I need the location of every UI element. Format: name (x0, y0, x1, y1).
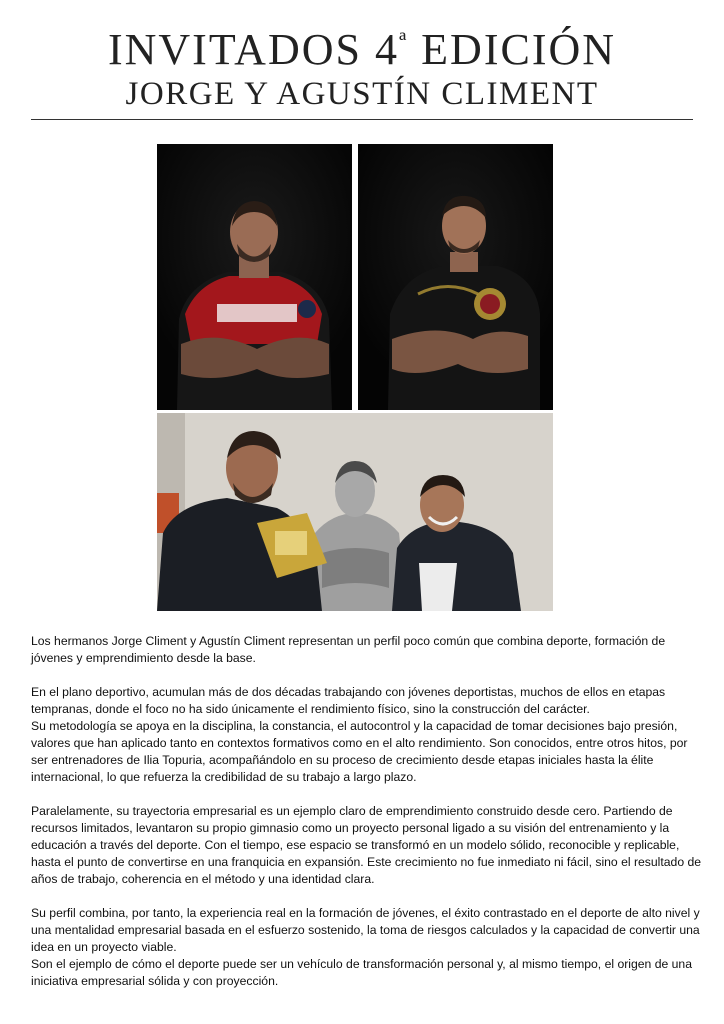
paragraph-profile: Su perfil combina, por tanto, la experiencia real en la formación de jóvenes, el éxito contrastado en el deporte de alto nivel y una mentalidad empresarial basada en el esfuerzo sostenido, la toma de riesgos calculados y la capacidad de convertir una idea en un proyecto viable. (31, 906, 700, 954)
paragraph-business: Paralelamente, su trayectoria empresarial es un ejemplo claro de emprendimiento construido desde cero. Partiendo de recursos limitados, levantaron su propio gimnasio como un proyecto personal ligado a su visión del entrenamiento y la educación a través del deporte. Con el tiempo, ese espacio se transformó en un modelo sólido, reconocible y replicable, hasta el punto de convertirse en una franquicia en expansión. Este crecimiento no fue inmediato ni fácil, sino el resultado de años de trabajo, coherencia en el método y una identidad clara. (31, 804, 702, 886)
title-end: EDICIÓN (408, 25, 617, 74)
article-body (31, 633, 707, 990)
page-title (0, 14, 724, 78)
title-main: INVITADOS 4 (107, 25, 399, 74)
paragraph-methodology: Su metodología se apoya en la disciplina, la constancia, el autocontrol y la capacidad de tomar decisiones bajo presión, valores que han aplicado tanto en contextos formativos como en el alto rendimiento. Son conocidos, entre otros hitos, por ser entrenadores de Ilia Topuria, acompañándolo en su proceso de crecimiento desde etapas iniciales hasta la élite internacional, lo que refuerza la credibilidad de su trabajo a largo plazo. (31, 719, 688, 784)
photo-jorge-portrait (157, 144, 352, 410)
paragraph-sports: En el plano deportivo, acumulan más de dos décadas trabajando con jóvenes deportistas, muchos de ellos en etapas tempranas, donde el foco no ha sido únicamente el rendimiento físico, sino la construcción del carácter. (31, 685, 666, 716)
photo-agustin-portrait (358, 144, 553, 410)
page-subtitle: JORGE Y AGUSTÍN CLIMENT (125, 76, 599, 112)
photo-group-with-championship-belt (157, 413, 553, 611)
paragraph-intro: Los hermanos Jorge Climent y Agustín Climent representan un perfil poco común que combina deporte, formación de jóvenes y emprendimiento desde la base. (31, 634, 666, 665)
title-ordinal: ª (398, 27, 409, 56)
paragraph-conclusion: Son el ejemplo de cómo el deporte puede ser un vehículo de transformación personal y, al mismo tiempo, el origen de una iniciativa empresarial sólida y con proyección. (31, 957, 692, 988)
title-divider (31, 119, 693, 120)
